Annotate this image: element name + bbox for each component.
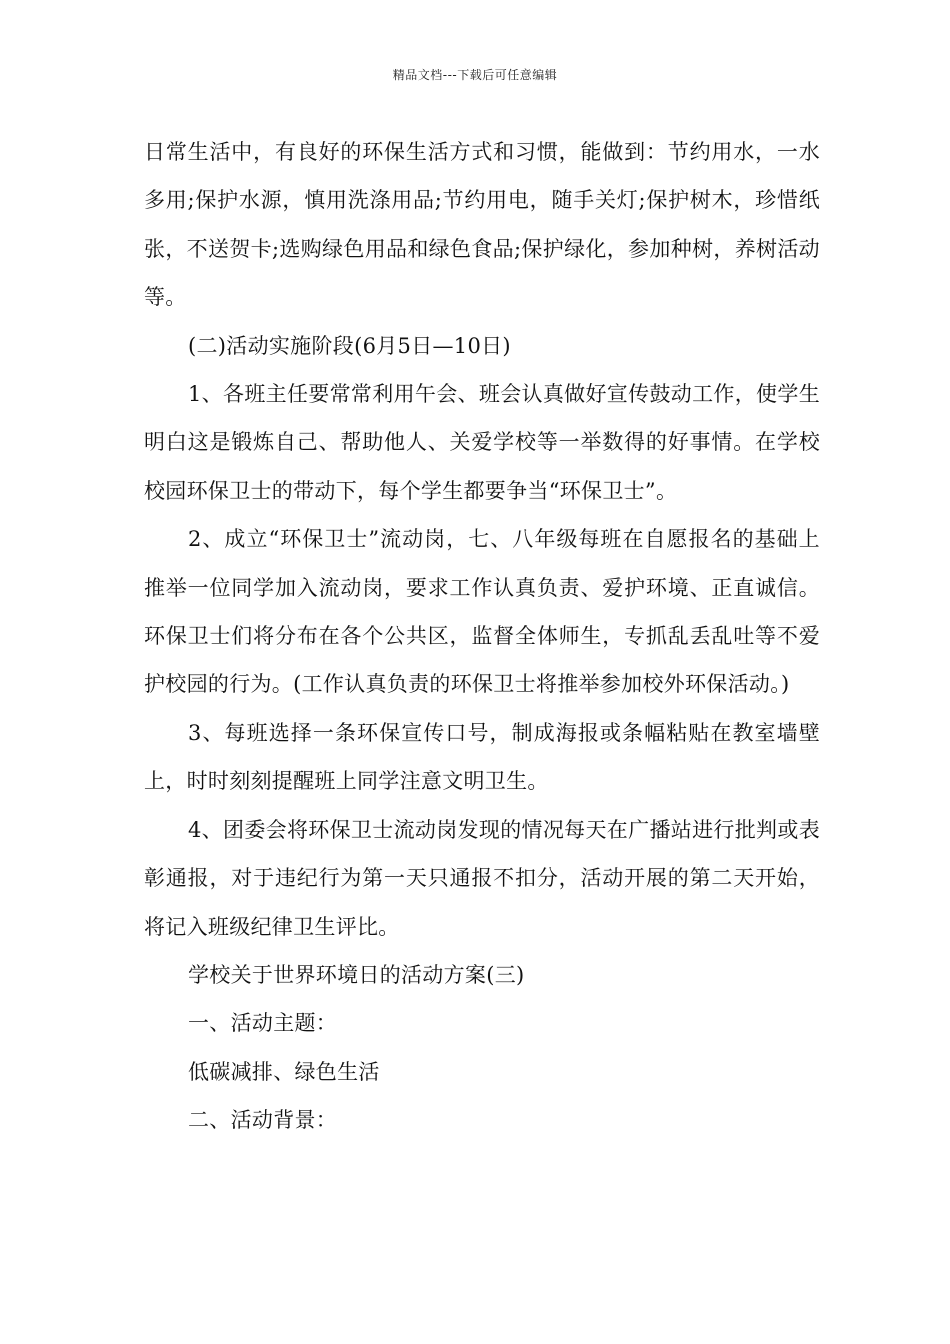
paragraph-continued: 日常生活中，有良好的环保生活方式和习惯，能做到：节约用水，一水多用;保护水源，慎用洗涤用品;节约用电，随手关灯;保护树木，珍惜纸张，不送贺卡;选购绿色用品和绿色食品;保护绿化，参加种树，养树活动等。 <box>144 140 820 310</box>
plan-title-three: 学校关于世界环境日的活动方案(三) <box>188 962 525 987</box>
section-heading-theme: 一、活动主题： <box>188 1011 338 1036</box>
paragraph-item-1: 1、各班主任要常常利用午会、班会认真做好宣传鼓动工作，使学生明白这是锻炼自己、帮助他人、关爱学校等一举数得的好事情。在学校校园环保卫士的带动下，每个学生都要争当“环保卫士”。 <box>144 382 820 503</box>
theme-text: 低碳减排、绿色生活 <box>188 1059 380 1084</box>
page-header: 精品文档---下载后可任意编辑 <box>392 68 558 82</box>
section-heading-background: 二、活动背景： <box>188 1108 338 1133</box>
paragraph-item-2: 2、成立“环保卫士”流动岗，七、八年级每班在自愿报名的基础上推举一位同学加入流动岗，要求工作认真负责、爱护环境、正直诚信。环保卫士们将分布在各个公共区，监督全体师生，专抓乱丢乱吐等不爱护校园的行为。(工作认真负责的环保卫士将推举参加校外环保活动。) <box>144 527 820 697</box>
section-heading-implementation-stage: (二)活动实施阶段(6月5日—10日) <box>188 333 511 358</box>
paragraph-item-4: 4、团委会将环保卫士流动岗发现的情况每天在广播站进行批判或表彰通报，对于违纪行为第一天只通报不扣分，活动开展的第二天开始，将记入班级纪律卫生评比。 <box>144 817 820 939</box>
paragraph-item-3: 3、每班选择一条环保宣传口号，制成海报或条幅粘贴在教室墙壁上，时时刻刻提醒班上同学注意文明卫生。 <box>144 720 820 794</box>
document-body <box>144 128 820 1145</box>
